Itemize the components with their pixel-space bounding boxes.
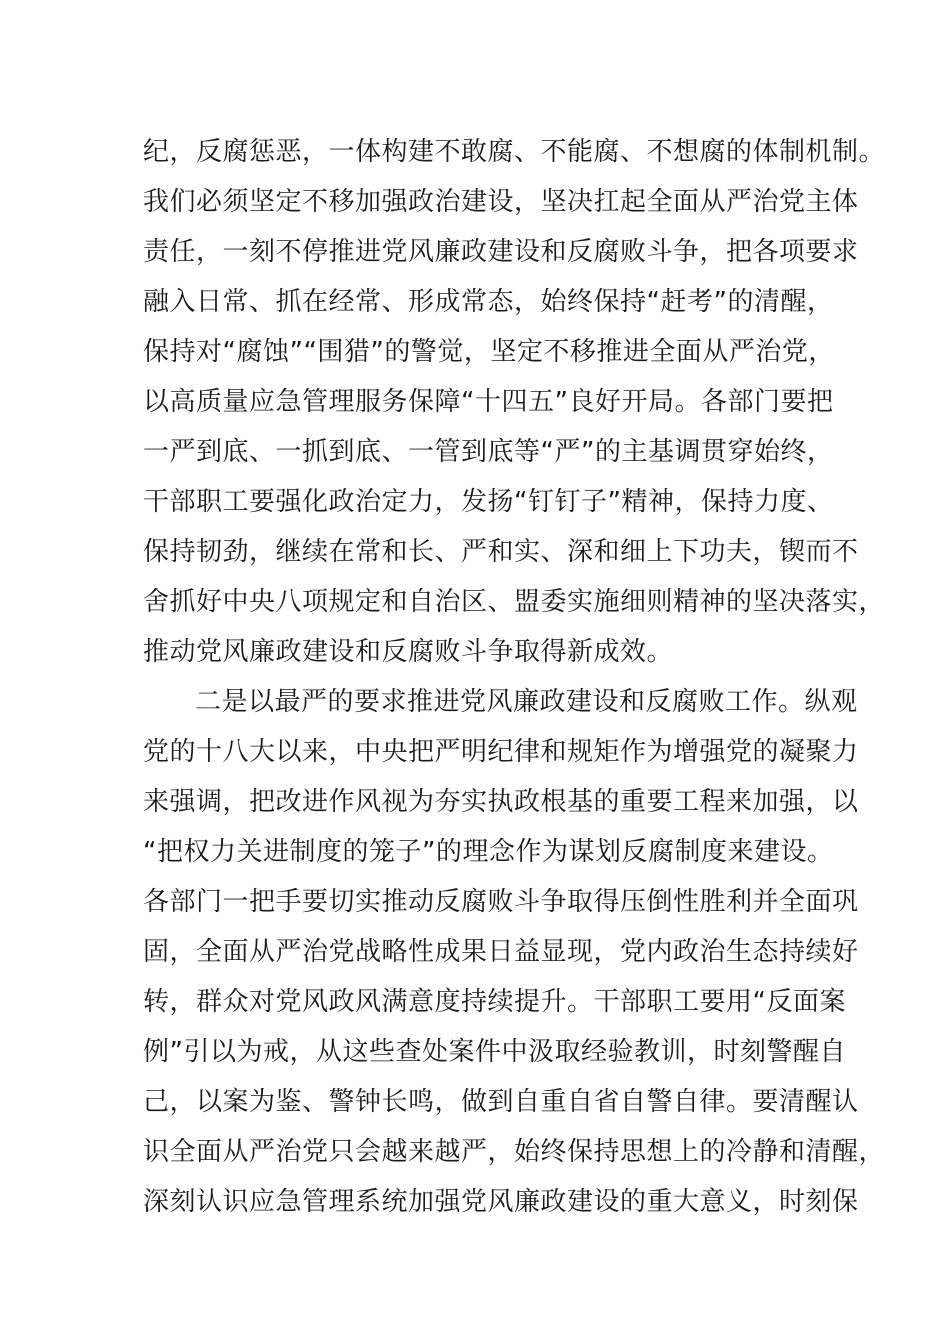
text-line: 融入日常、抓在经常、形成常态，始终保持“赶考”的清醒， (143, 287, 834, 317)
text-line: 以高质量应急管理服务保障“十四五”良好开局。各部门要把 (143, 387, 834, 417)
text-line: 舍抓好中央八项规定和自治区、盟委实施细则精神的坚决落实， (143, 587, 886, 617)
text-line: 我们必须坚定不移加强政治建设，坚决扛起全面从严治党主体 (143, 187, 859, 217)
text-line: 来强调，把改进作风视为夯实执政根基的重要工程来加强，以 (143, 787, 859, 817)
body-text (143, 127, 886, 1227)
text-line: 识全面从严治党只会越来越严，始终保持思想上的冷静和清醒， (143, 1137, 886, 1167)
text-line: 推动党风廉政建设和反腐败斗争取得新成效。 (143, 637, 674, 667)
text-line: 深刻认识应急管理系统加强党风廉政建设的重大意义，时刻保 (143, 1187, 859, 1217)
text-line: 例”引以为戒，从这些查处案件中汲取经验教训，时刻警醒自 (143, 1037, 846, 1067)
text-line: “把权力关进制度的笼子”的理念作为谋划反腐制度来建设。 (143, 837, 834, 867)
text-line: 己，以案为鉴、警钟长鸣，做到自重自省自警自律。要清醒认 (143, 1087, 859, 1117)
text-line: 一严到底、一抓到底、一管到底等“严”的主基调贯穿始终， (143, 437, 834, 467)
text-line: 各部门一把手要切实推动反腐败斗争取得压倒性胜利并全面巩 (143, 887, 859, 917)
paragraph-start-line: 二是以最严的要求推进党风廉政建设和反腐败工作。纵观 (195, 687, 858, 717)
text-line: 纪，反腐惩恶，一体构建不敢腐、不能腐、不想腐的体制机制。 (143, 137, 886, 167)
text-line: 固，全面从严治党战略性成果日益显现，党内政治生态持续好 (143, 937, 859, 967)
text-line: 干部职工要强化政治定力，发扬“钉钉子”精神，保持力度、 (143, 487, 834, 517)
text-line: 保持韧劲，继续在常和长、严和实、深和细上下功夫，锲而不 (143, 537, 859, 567)
text-line: 责任，一刻不停推进党风廉政建设和反腐败斗争，把各项要求 (143, 237, 859, 267)
text-line: 党的十八大以来，中央把严明纪律和规矩作为增强党的凝聚力 (143, 737, 859, 767)
text-line: 保持对“腐蚀”“围猎”的警觉，坚定不移推进全面从严治党， (143, 337, 835, 367)
text-line: 转，群众对党风政风满意度持续提升。干部职工要用“反面案 (143, 987, 846, 1017)
